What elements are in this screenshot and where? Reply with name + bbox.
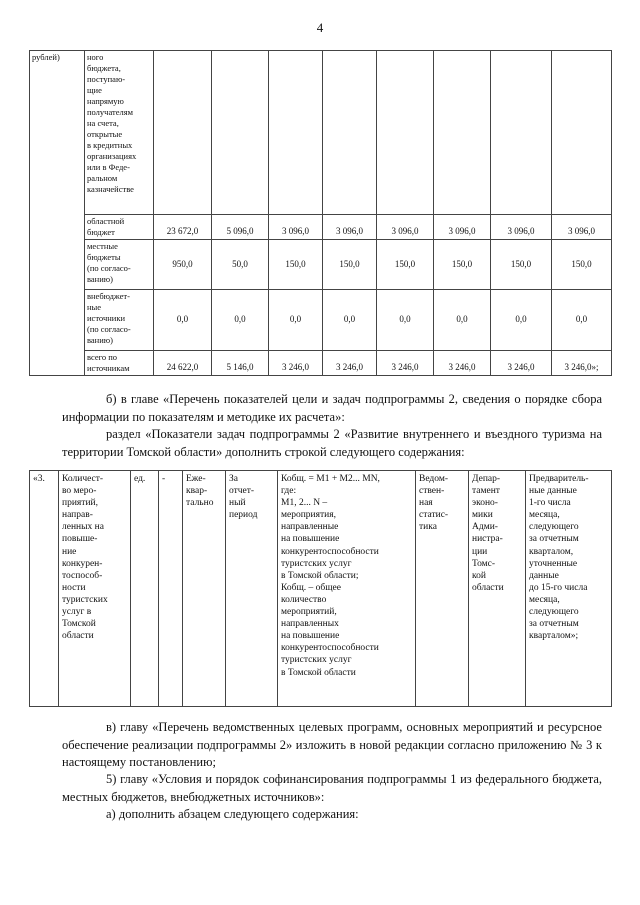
funding-row <box>30 351 612 376</box>
amount-cell: 150,0 <box>491 240 552 290</box>
indicator-dash: - <box>159 471 183 707</box>
amount-cell <box>377 51 434 215</box>
amount-cell: 3 096,0 <box>377 215 434 240</box>
indicator-name: Количест- во меро- приятий, направ- ленных на повыше- ние конкурен- тоспособ- ности туристских услуг в Томской области <box>59 471 131 707</box>
amount-cell: 3 246,0 <box>491 351 552 376</box>
amount-cell <box>212 51 269 215</box>
source-label: ного бюджета, поступаю- щие напрямую получателям на счета, открытые в кредитных организациях или в Феде- ральном казначействе <box>85 51 154 215</box>
indicator-formula: Кобщ. = М1 + М2... MN, где: М1, 2... N – мероприятия, направленные на повышение конкурентоспособности туристских услуг в Томской области; Кобщ. – общее количество мероприятий, направленных на повышение конкурентоспособности туристских услуг в Томской области <box>278 471 416 707</box>
amount-cell: 3 246,0 <box>377 351 434 376</box>
amount-cell: 0,0 <box>552 290 612 351</box>
amount-cell: 950,0 <box>154 240 212 290</box>
amount-cell: 150,0 <box>434 240 491 290</box>
funding-row <box>30 240 612 290</box>
indicator-method: Ведом- ствен- ная статис- тика <box>416 471 469 707</box>
indicator-number: «3. <box>30 471 59 707</box>
amount-cell <box>154 51 212 215</box>
amount-cell: 5 146,0 <box>212 351 269 376</box>
paragraph-v: в) главу «Перечень ведомственных целевых программ, основных мероприятий и ресурсное обеспечение реализации подпрограммы 2» изложить в новой редакции согласно приложению № 3 к настоящему постановлению; <box>62 720 602 769</box>
amount-cell: 150,0 <box>552 240 612 290</box>
indicator-responsible: Депар- тамент эконо- мики Адми- нистра- ции Томс- кой области <box>469 471 526 707</box>
amount-cell: 0,0 <box>323 290 377 351</box>
source-label: областной бюджет <box>85 215 154 240</box>
indicator-unit: ед. <box>131 471 159 707</box>
paragraph-b: б) в главе «Перечень показателей цели и задач подпрограммы 2, сведения о порядке сбора информации по показателям и методике их расчета»: <box>62 392 602 424</box>
amount-cell: 0,0 <box>212 290 269 351</box>
source-label: всего по источникам <box>85 351 154 376</box>
indicator-periodicity: Еже- квар- тально <box>183 471 226 707</box>
paragraph-a: а) дополнить абзацем следующего содержания: <box>106 807 359 821</box>
amount-cell <box>269 51 323 215</box>
source-label: местные бюджеты (по согласо- ванию) <box>85 240 154 290</box>
amount-cell: 3 096,0 <box>323 215 377 240</box>
amount-cell: 50,0 <box>212 240 269 290</box>
amount-cell: 3 096,0 <box>434 215 491 240</box>
amount-cell: 0,0 <box>269 290 323 351</box>
amount-cell: 3 246,0 <box>434 351 491 376</box>
indicator-row <box>30 471 612 707</box>
amount-cell: 150,0 <box>377 240 434 290</box>
source-label: внебюджет- ные источники (по согласо- ванию) <box>85 290 154 351</box>
amount-cell: 5 096,0 <box>212 215 269 240</box>
paragraph-razdel: раздел «Показатели задач подпрограммы 2 «Развитие внутреннего и въездного туризма на территории Томской области» дополнить строкой следующего содержания: <box>62 427 602 459</box>
amount-cell <box>491 51 552 215</box>
funding-row <box>30 215 612 240</box>
funding-row <box>30 290 612 351</box>
amount-cell: 3 096,0 <box>269 215 323 240</box>
amount-cell: 3 096,0 <box>552 215 612 240</box>
amount-cell: 0,0 <box>491 290 552 351</box>
indicator-table <box>29 470 612 707</box>
amount-cell: 3 246,0»; <box>552 351 612 376</box>
amount-cell: 150,0 <box>269 240 323 290</box>
funding-row <box>30 51 612 215</box>
amount-cell: 150,0 <box>323 240 377 290</box>
amount-cell: 0,0 <box>377 290 434 351</box>
amount-cell <box>552 51 612 215</box>
units-cell: рублей) <box>30 51 85 376</box>
paragraph-5: 5) главу «Условия и порядок софинансирования подпрограммы 1 из федерального бюджета, местных бюджетов, внебюджетных источников»: <box>62 772 602 804</box>
amount-cell: 23 672,0 <box>154 215 212 240</box>
page-number: 4 <box>316 20 324 35</box>
amount-cell: 24 622,0 <box>154 351 212 376</box>
funding-table <box>29 50 612 376</box>
amount-cell <box>323 51 377 215</box>
amount-cell <box>434 51 491 215</box>
amount-cell: 3 246,0 <box>269 351 323 376</box>
amount-cell: 0,0 <box>154 290 212 351</box>
indicator-deadline: Предваритель- ные данные 1-го числа месяца, следующего за отчетным кварталом, уточненные данные до 15-го числа месяца, следующего за отчетным кварталом»; <box>526 471 612 707</box>
amount-cell: 3 246,0 <box>323 351 377 376</box>
amount-cell: 3 096,0 <box>491 215 552 240</box>
indicator-time: За отчет- ный период <box>226 471 278 707</box>
amount-cell: 0,0 <box>434 290 491 351</box>
